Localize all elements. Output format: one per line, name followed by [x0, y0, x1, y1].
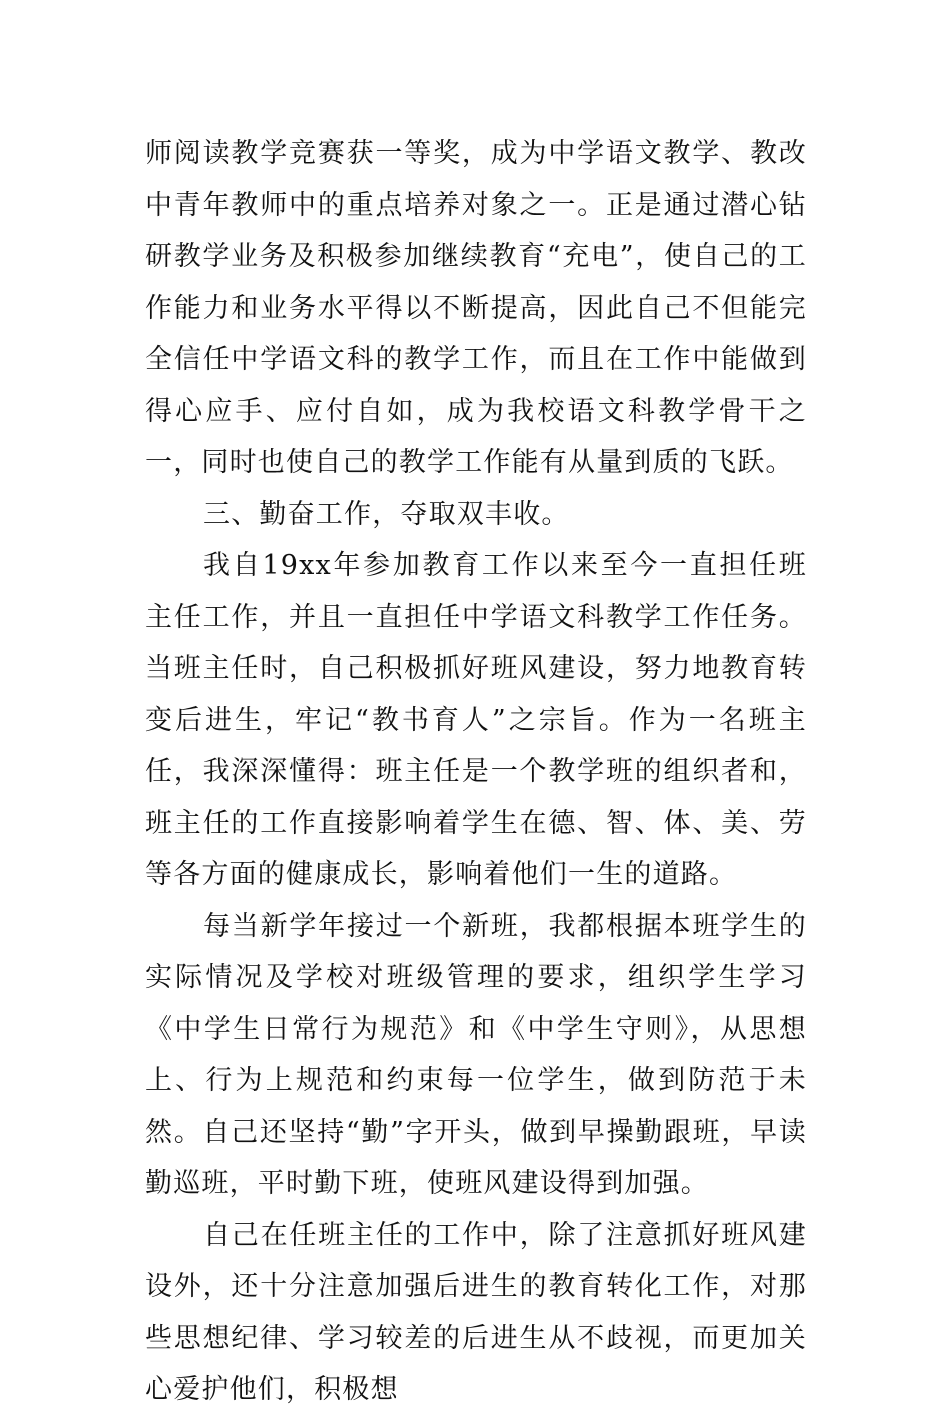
section-heading: 三、勤奋工作，夺取双丰收。 — [203, 498, 570, 530]
paragraph: 每当新学年接过一个新班，我都根据本班学生的实际情况及学校对班级管理的要求，组织学生学习《中学生日常行为规范》和《中学生守则》，从思想上、行为上规范和约束每一位学生，做到防范于未然。自己还坚持“勤”字开头，做到早操勤跟班，早读勤巡班，平时勤下班，使班风建设得到加强。 — [145, 910, 807, 1199]
paragraph: 我自19xx年参加教育工作以来至今一直担任班主任工作，并且一直担任中学语文科教学工作任务。当班主任时，自己积极抓好班风建设，努力地教育转变后进生，牢记“教书育人”之宗旨。作为一名班主任，我深深懂得：班主任是一个教学班的组织者和，班主任的工作直接影响着学生在德、智、体、美、劳等各方面的健康成长，影响着他们一生的道路。 — [145, 550, 807, 890]
document-body — [145, 128, 807, 1416]
paragraph: 自己在任班主任的工作中，除了注意抓好班风建设外，还十分注意加强后进生的教育转化工作，对那些思想纪律、学习较差的后进生从不歧视，而更加关心爱护他们，积极想 — [145, 1219, 807, 1405]
paragraph-continuation: 师阅读教学竞赛获一等奖，成为中学语文教学、教改中青年教师中的重点培养对象之一。正是通过潜心钻研教学业务及积极参加继续教育“充电”，使自己的工作能力和业务水平得以不断提高，因此自己不但能完全信任中学语文科的教学工作，而且在工作中能做到得心应手、应付自如，成为我校语文科教学骨干之一，同时也使自己的教学工作能有从量到质的飞跃。 — [145, 138, 807, 478]
